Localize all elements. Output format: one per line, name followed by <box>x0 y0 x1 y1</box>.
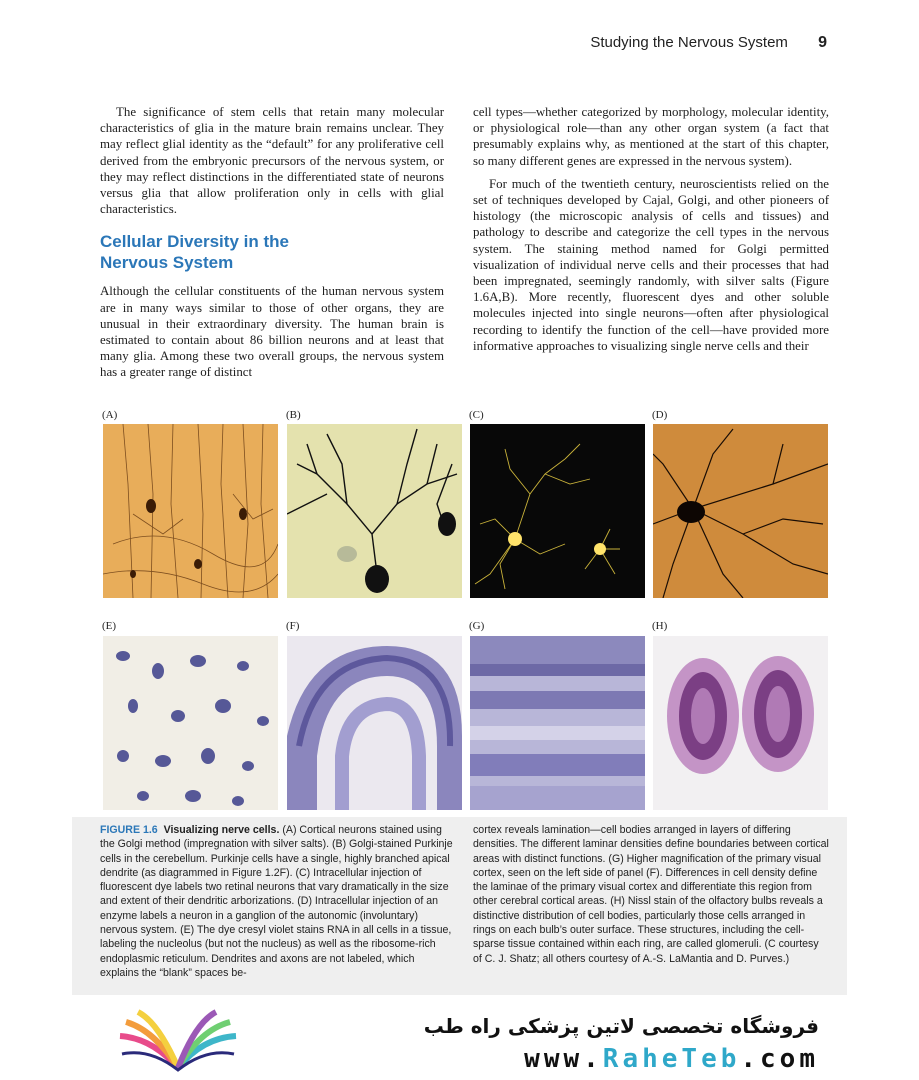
figure-title: Visualizing nerve cells. <box>163 824 280 836</box>
panel-a-golgi-cortex <box>103 424 278 598</box>
left-text-column <box>100 104 444 388</box>
panel-label-c: (C) <box>469 409 484 421</box>
page-number: 9 <box>818 34 827 51</box>
panel-label-d: (D) <box>652 409 668 421</box>
panel-g-visual-cortex-layers <box>470 636 645 810</box>
left-paragraph-2: Although the cellular constituents of the human nervous system are in many ways similar to those of other organs, they are unusual in their extraordinary diversity. The human brain is estimated to contain about 86 billion neurons and at least that many glia. Among these two overall groups, the nervous system has a greater range of distinct <box>100 284 444 380</box>
panel-c-fluorescent-neurons <box>470 424 645 598</box>
figure-caption-left-text: (A) Cortical neurons stained using the Golgi method (impregnation with silver salts). (B) Golgi-stained Purkinje cells in the cerebellum. Purkinje cells have a single, highly branched apical dendrite (as diagrammed in Figure 1.2F). (C) Intracellular injection of fluorescent dye labels two retinal neurons that vary dramatically in the size and extent of their dendritic arborizations. (D) Intracellular injection of an enzyme labels a neuron in a ganglion of the autonomic (involuntary) nervous system. (E) The dye cresyl violet stains RNA in all cells in a tissue, labeling the nucleolus (but not the nucleus) as well as the ribosome-rich endoplasmic reticulum. Dendrites and axons are not labeled, which explains the “blank” spaces be- <box>100 824 453 979</box>
running-title: Studying the Nervous System <box>590 34 788 51</box>
running-header <box>590 34 827 52</box>
right-paragraph-2: For much of the twentieth century, neuroscientists relied on the set of techniques developed by Cajal, Golgi, and other pioneers of histology (the microscopic analysis of cells and tissues) and pathology to describe and categorize the cell types in the nervous system. The staining method named for Golgi permitted visualization of individual nerve cells and their processes that had been impregnated, seemingly randomly, with silver salts (Figure 1.6A,B). More recently, fluorescent dyes and other soluble molecules injected into single neurons—often after physiological recording to identify the function of the cell—have provided more informative approaches to visualizing single nerve cells and their <box>473 176 829 353</box>
panel-b-purkinje-cells <box>287 424 462 598</box>
left-paragraph-1: The significance of stem cells that retain many molecular characteristics of glia in the mature brain remains unclear. They may reflect glial identity as the “default” for any proliferative cell derived from the embryonic precursors of the nervous system, or they may reflect distinctions in the differentiated state of neurons versus glia that allow proliferation only in cells with glial characteristics. <box>100 105 444 217</box>
watermark-url-suffix: .com <box>740 1044 819 1074</box>
panel-label-g: (G) <box>469 620 485 632</box>
panel-label-e: (E) <box>102 620 117 632</box>
panel-label-b: (B) <box>286 409 301 421</box>
panel-e-cresyl-violet <box>103 636 278 810</box>
panel-label-f: (F) <box>286 620 300 632</box>
panel-label-h: (H) <box>652 620 668 632</box>
panel-f-cortex-lamination <box>287 636 462 810</box>
panel-h-olfactory-bulbs <box>653 636 828 810</box>
panel-label-a: (A) <box>102 409 118 421</box>
watermark-url[interactable] <box>524 1044 819 1074</box>
watermark-url-brand: RaheTeb <box>602 1044 741 1074</box>
panel-d-ganglion-neuron <box>653 424 828 598</box>
section-heading-line-1: Cellular Diversity in the <box>100 232 289 252</box>
figure-number: FIGURE 1.6 <box>100 824 158 836</box>
watermark-persian-text: فروشگاه تخصصی لاتین پزشکی راه طب <box>423 1014 819 1038</box>
section-heading <box>100 231 444 273</box>
figure-caption-left <box>100 823 456 980</box>
section-heading-line-2: Nervous System <box>100 253 234 273</box>
watermark-url-prefix: www. <box>524 1044 603 1074</box>
book-logo-icon <box>112 1008 244 1076</box>
right-paragraph-1: cell types—whether categorized by morphology, molecular identity, or physiological role—than any other organ system (a fact that presumably explains why, as mentioned at the start of this chapter, so many different genes are expressed in the nervous system). <box>473 105 829 168</box>
right-text-column <box>473 104 829 361</box>
figure-caption-right: cortex reveals lamination—cell bodies arranged in layers of differing densities. The different laminar densities define boundaries between cortical areas with distinct functions. (G) Higher magnification of the primary visual cortex, seen on the left side of panel (F). Differences in cell density define the laminae of the primary visual cortex and differentiate this region from other cerebral cortical areas. (H) Nissl stain of the olfactory bulbs reveals a distinctive distribution of cell bodies, particularly those cells arranged in rings on each bulb’s outer surface. These structures, including the cell-sparse tissue contained within each ring, are called glomeruli. (C courtesy of C. J. Shatz; all others courtesy of A.-S. LaMantia and D. Purves.) <box>473 824 829 965</box>
